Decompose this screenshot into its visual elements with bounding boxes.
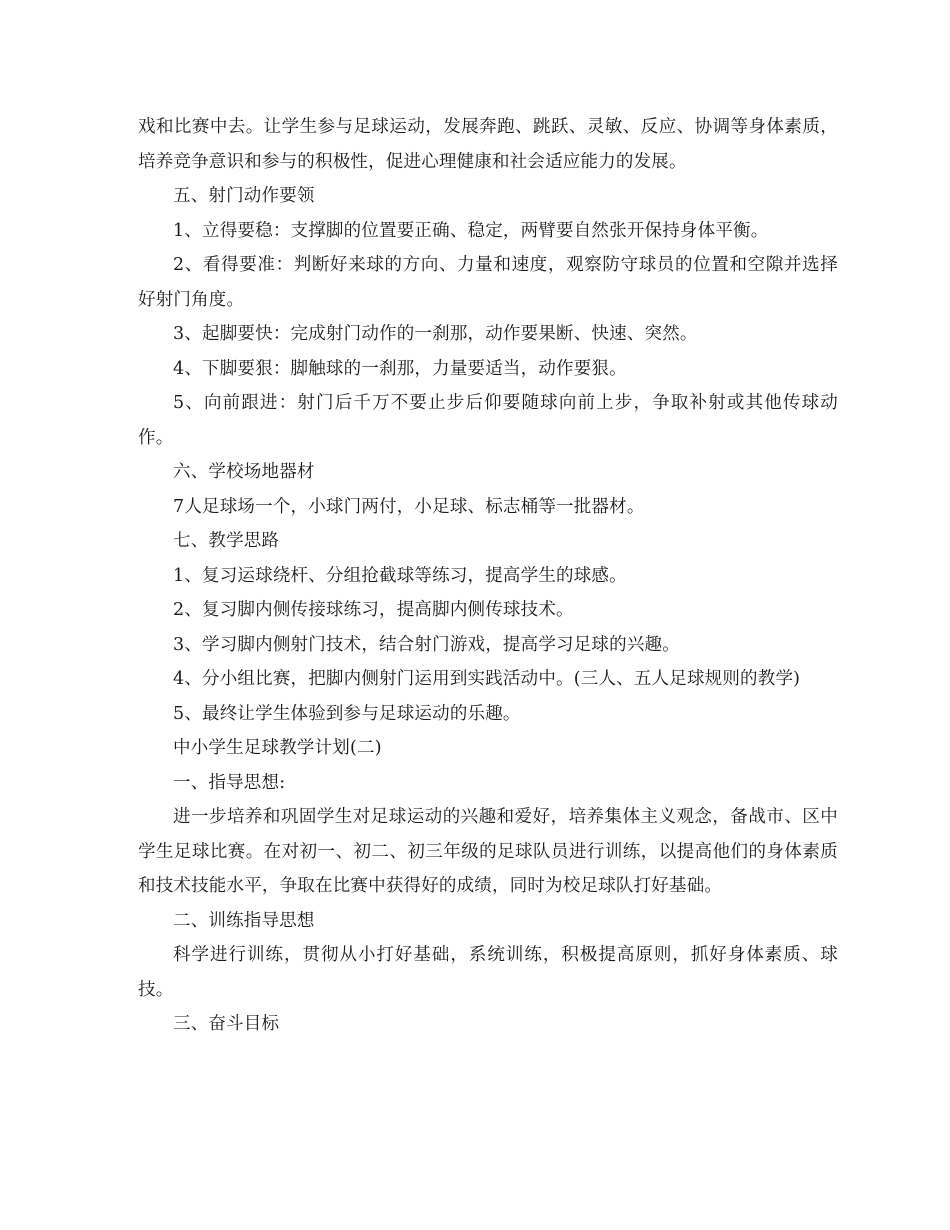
section-heading: 七、教学思路 — [173, 531, 280, 551]
paragraph: 7人足球场一个，小球门两付，小足球、标志桶等一批器材。 — [173, 496, 645, 517]
paragraph: 5、向前跟进：射门后千万不要止步后仰要随球向前上步，争取补射或其他传球动作。 — [138, 393, 838, 448]
section-heading: 六、学校场地器材 — [173, 462, 315, 482]
paragraph: 1、立得要稳：支撑脚的位置要正确、稳定，两臂要自然张开保持身体平衡。 — [173, 220, 769, 241]
paragraph: 4、下脚要狠：脚触球的一刹那，力量要适当，动作要狠。 — [173, 358, 627, 379]
section-heading: 二、训练指导思想 — [173, 910, 315, 931]
section-heading: 五、射门动作要领 — [173, 186, 315, 206]
document-body — [138, 110, 838, 1042]
paragraph: 1、复习运球绕杆、分组抢截球等练习，提高学生的球感。 — [173, 565, 627, 586]
section-heading: 三、奋斗目标 — [173, 1014, 280, 1034]
section-heading: 一、指导思想: — [173, 772, 286, 793]
paragraph: 5、最终让学生体验到参与足球运动的乐趣。 — [173, 703, 521, 724]
paragraph: 3、起脚要快：完成射门动作的一刹那，动作要果断、快速、突然。 — [173, 324, 698, 344]
paragraph: 3、学习脚内侧射门技术，结合射门游戏，提高学习足球的兴趣。 — [173, 634, 680, 655]
paragraph: 科学进行训练，贯彻从小打好基础，系统训练，积极提高原则，抓好身体素质、球技。 — [138, 945, 838, 1000]
paragraph: 4、分小组比赛，把脚内侧射门运用到实践活动中。(三人、五人足球规则的教学) — [173, 669, 801, 689]
paragraph: 进一步培养和巩固学生对足球运动的兴趣和爱好，培养集体主义观念，备战市、区中学生足球比赛。在对初一、初二、初三年级的足球队员进行训练，以提高他们的身体素质和技术技能水平，争取在比赛中获得好的成绩，同时为校足球队打好基础。 — [138, 807, 838, 896]
paragraph: 2、复习脚内侧传接球练习，提高脚内侧传球技术。 — [173, 600, 574, 620]
paragraph: 2、看得要准：判断好来球的方向、力量和速度，观察防守球员的位置和空隙并选择好射门角度。 — [138, 255, 838, 310]
paragraph: 戏和比赛中去。让学生参与足球运动，发展奔跑、跳跃、灵敏、反应、协调等身体素质，培养竞争意识和参与的积极性，促进心理健康和社会适应能力的发展。 — [138, 117, 838, 172]
document-subtitle: 中小学生足球教学计划(二) — [173, 738, 382, 758]
